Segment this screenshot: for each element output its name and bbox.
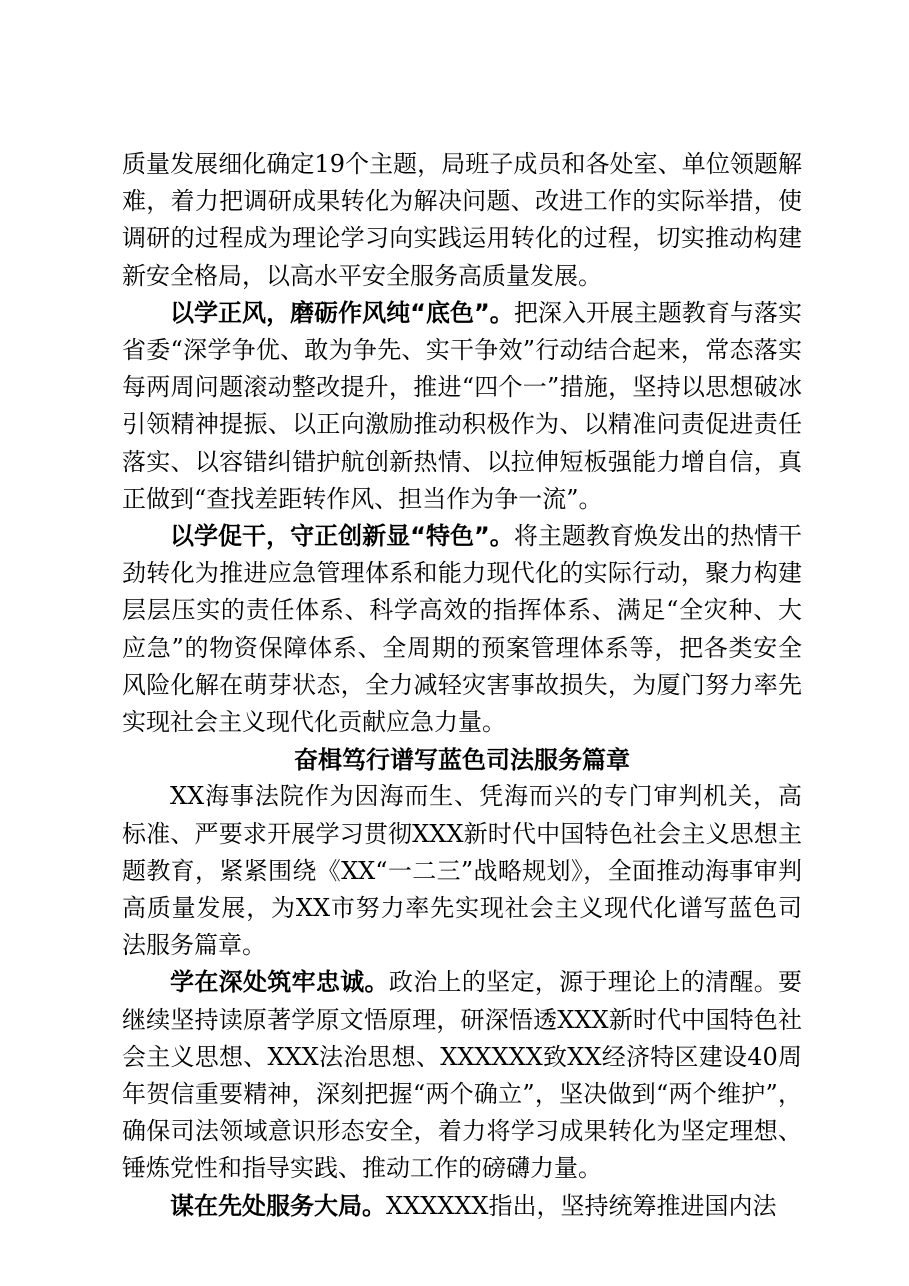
section-paragraph-3-text: XXXXXX指出，坚持统筹推进国内法 <box>386 1191 777 1220</box>
section-paragraph-2-text: 政治上的坚定，源于理论上的清醒。要继续坚持读原著学原文悟原理，研深悟透XXX新时代中国特色社会主义思想、XXX法治思想、XXXXXX致XX经济特区建设40周年贺信重要精神，深刻把握“两个确立”，坚决做到“两个维护”，确保司法领域意识形态安全，着力将学习成果转化为坚定理想、锤炼党性和指导实践、推动工作的磅礴力量。 <box>122 968 803 1183</box>
paragraph-2 <box>122 295 802 518</box>
section-paragraph-2 <box>122 964 802 1187</box>
section-paragraph-2-lead: 学在深处筑牢忠诚。 <box>170 968 389 997</box>
section-paragraph-3 <box>122 1188 802 1225</box>
paragraph-2-lead: 以学正风，磨砺作风纯“底色”。 <box>170 298 514 327</box>
paragraph-3-lead: 以学促干，守正创新显“特色”。 <box>170 522 514 551</box>
document-page <box>122 146 802 1225</box>
paragraph-2-text: 把深入开展主题教育与落实省委“深学争优、敢为争先、实干争效”行动结合起来，常态落实每两周问题滚动整改提升，推进“四个一”措施，坚持以思想破冰引领精神提振、以正向激励推动积极作为、以精准问责促进责任落实、以容错纠错护航创新热情、以拉伸短板强能力增自信，真正做到“查找差距转作风、担当作为争一流”。 <box>122 298 803 513</box>
section-paragraph-1 <box>122 778 802 964</box>
section-paragraph-1-text: XX海事法院作为因海而生、凭海而兴的专门审判机关，高标准、严要求开展学习贯彻XXX新时代中国特色社会主义思想主题教育，紧紧围绕《XX“一二三”战略规划》，全面推动海事审判高质量发展，为XX市努力率先实现社会主义现代化谱写蓝色司法服务篇章。 <box>122 782 802 960</box>
paragraph-3-text: 将主题教育焕发出的热情干劲转化为推进应急管理体系和能力现代化的实际行动，聚力构建层层压实的责任体系、科学高效的指挥体系、满足“全灾种、大应急”的物资保障体系、全周期的预案管理体系等，把各类安全风险化解在萌芽状态，全力减轻灾害事故损失，为厦门努力率先实现社会主义现代化贡献应急力量。 <box>122 522 803 737</box>
paragraph-1-text: 质量发展细化确定19个主题，局班子成员和各处室、单位领题解难，着力把调研成果转化为解决问题、改进工作的实际举措，使调研的过程成为理论学习向实践运用转化的过程，切实推动构建新安全格局，以高水平安全服务高质量发展。 <box>122 150 802 290</box>
section-heading: 奋楫笃行谱写蓝色司法服务篇章 <box>294 745 630 775</box>
paragraph-3 <box>122 518 802 741</box>
section-paragraph-3-lead: 谋在先处服务大局。 <box>170 1191 386 1220</box>
paragraph-1 <box>122 146 802 295</box>
